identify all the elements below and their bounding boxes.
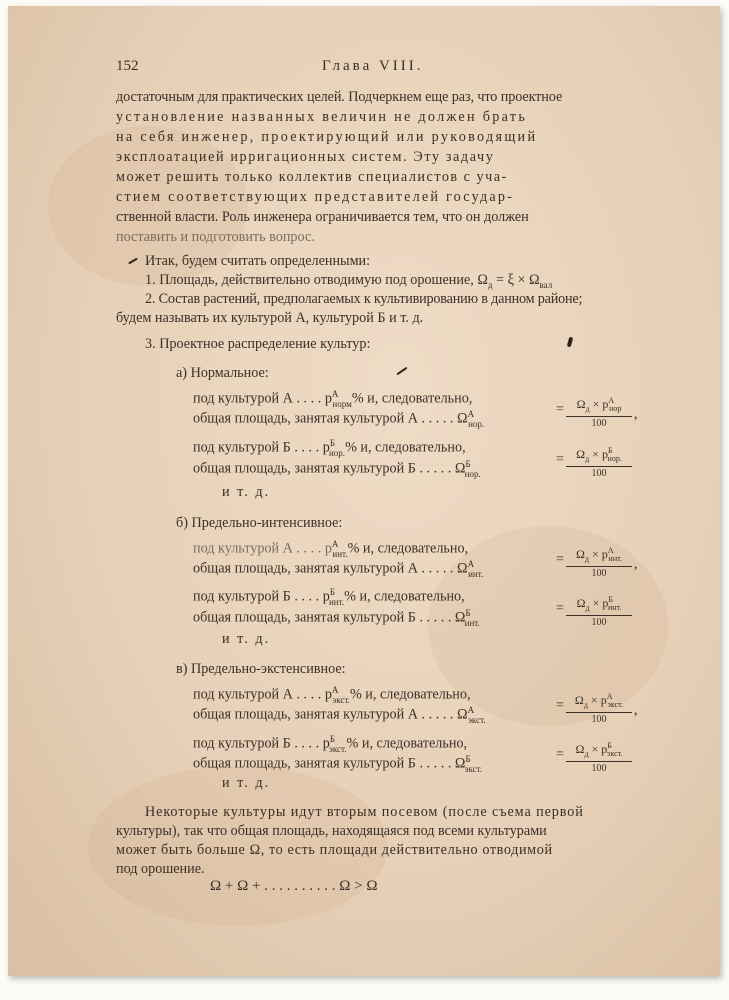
pct-text: % и, следовательно,	[345, 439, 466, 456]
comma: ,	[634, 702, 638, 718]
row-text: общая площадь, занятая культурой Б . . . . . Ω	[193, 460, 466, 477]
sub: инт.	[464, 617, 480, 628]
chapter-title: Глава VIII.	[322, 58, 424, 74]
fraction-numerator: $\Omega_д \times p^А_{экст.}$	[566, 690, 632, 713]
row-text: под культурой А . . . . p	[193, 390, 332, 407]
sub: экст.	[328, 743, 347, 754]
equals-sign: =	[556, 601, 564, 616]
pct-text: % и, следовательно,	[344, 588, 465, 605]
body-line-2: установление названных величин не должен брать	[116, 109, 528, 125]
row-text: общая площадь, занятая культурой А . . . . . Ω	[193, 706, 468, 723]
section-a-etc: и т. д.	[222, 484, 271, 500]
section-b-title: б) Предельно-интенсивное:	[176, 515, 343, 531]
section-b-etc: и т. д.	[222, 631, 271, 647]
sub: инт.	[328, 596, 345, 607]
sub: нор.	[468, 418, 485, 429]
sup: А	[331, 539, 339, 549]
fraction-denominator: 100	[591, 468, 607, 480]
fraction-numerator: $\Omega_д \times p^А_{инт.}$	[566, 544, 632, 567]
equals-sign: =	[556, 552, 564, 567]
body-line-8: поставить и подготовить вопрос.	[116, 229, 315, 245]
body-line-7: ственной власти. Роль инженера ограничивается тем, что он должен	[116, 209, 529, 225]
intro-line: Итак, будем считать определенными:	[145, 253, 371, 269]
item-1-text: 1. Площадь, действительно отводимую под орошение, Ω	[145, 272, 488, 288]
sub: инт.	[468, 568, 484, 579]
sup: Б	[465, 459, 471, 469]
pct-text: % и, следовательно,	[347, 540, 469, 557]
body-line-5: может решить только коллектив специалистов с уча-	[116, 169, 508, 185]
equals-sign: =	[556, 747, 564, 762]
item-2-line-1: 2. Состав растений, предполагаемых к культивированию в данном районе;	[145, 291, 583, 307]
fraction-denominator: 100	[591, 568, 607, 580]
closing-line-1: Некоторые культуры идут вторым посевом (после съема первой	[145, 804, 584, 820]
section-a-row-2-line-2	[193, 455, 481, 483]
sup: Б	[465, 608, 471, 618]
fraction-numerator: $\Omega_д \times p^Б_{инт.}$	[566, 593, 632, 616]
closing-line-2: культуры), так что общая площадь, находящаяся под всеми культурами	[116, 823, 547, 839]
fraction-c-2	[566, 739, 632, 776]
equals-sign: =	[556, 452, 564, 467]
section-a-row-1-line-2	[193, 405, 484, 433]
comma: ,	[634, 406, 638, 422]
row-text: под культурой Б . . . . p	[193, 735, 330, 752]
sup: А	[331, 685, 339, 695]
sup: Б	[329, 587, 335, 597]
section-c-title: в) Предельно-экстенсивное:	[176, 661, 346, 677]
body-line-1: достаточным для практических целей. Подчеркнем еще раз, что проектное	[116, 89, 563, 105]
row-text: под культурой А . . . . p	[193, 540, 332, 557]
sub: норм	[332, 398, 352, 409]
section-c-row-1-line-2	[193, 701, 486, 729]
row-text: общая площадь, занятая культурой Б . . . . . Ω	[193, 609, 466, 626]
body-line-4: эксплоатацией ирригационных систем. Эту задачу	[116, 149, 495, 165]
fraction-denominator: 100	[591, 763, 607, 775]
fraction-denominator: 100	[591, 418, 607, 430]
sub: нор.	[464, 468, 481, 479]
section-a-title: а) Нормальное:	[176, 365, 269, 381]
sub: экст.	[468, 714, 486, 725]
equals-sign: =	[556, 402, 564, 417]
section-c-etc: и т. д.	[222, 775, 271, 791]
fraction-c-1	[566, 690, 632, 727]
sub: инт.	[332, 548, 348, 559]
pct-text: % и, следовательно,	[346, 735, 468, 752]
pct-text: % и, следовательно,	[351, 390, 473, 407]
fraction-numerator: $\Omega_д \times p^Б_{экст.}$	[566, 739, 632, 762]
sub: экст.	[464, 763, 483, 774]
row-text: под культурой Б . . . . p	[193, 439, 330, 456]
sup: Б	[329, 734, 335, 744]
page-number: 152	[116, 58, 139, 74]
final-formula: Ω + Ω + . . . . . . . . . . Ω > Ω	[210, 878, 378, 894]
fraction-a-1	[566, 394, 632, 431]
equals-sign: =	[556, 698, 564, 713]
fraction-denominator: 100	[591, 617, 607, 629]
row-text: общая площадь, занятая культурой А . . . . . Ω	[193, 560, 468, 577]
sup: А	[467, 409, 475, 419]
fraction-b-2	[566, 593, 632, 630]
sup: А	[467, 705, 475, 715]
row-text: общая площадь, занятая культурой А . . . . . Ω	[193, 410, 468, 427]
sub: нор.	[328, 447, 346, 458]
item-3: 3. Проектное распределение культур:	[145, 336, 371, 352]
row-text: общая площадь, занятая культурой Б . . . . . Ω	[193, 755, 466, 772]
body-line-6: стием соответствующих представителей государ-	[116, 189, 515, 205]
sup: А	[331, 389, 339, 399]
closing-line-3: может быть больше Ω, то есть площади действительно отводимой	[116, 842, 553, 858]
sup: Б	[465, 754, 471, 764]
item-1-formula: = ξ × Ω	[496, 272, 540, 288]
item-2-line-2: будем называть их культурой А, культурой Б и т. д.	[116, 310, 424, 326]
item-1: 1. Площадь, действительно отводимую под орошение, $\Omega_д = \xi \times \Omega_{вал}$	[145, 272, 553, 290]
fraction-a-2	[566, 444, 632, 481]
fraction-numerator: $\Omega_д \times p^А_{нор}$	[566, 394, 632, 417]
body-line-3: на себя инженер, проектирующий или руководящий	[116, 129, 538, 145]
fraction-numerator: $\Omega_д \times p^Б_{нор.}$	[566, 444, 632, 467]
section-b-row-1-line-2	[193, 555, 483, 583]
closing-line-4: под орошение.	[116, 861, 205, 877]
row-text: под культурой Б . . . . p	[193, 588, 330, 605]
sup: А	[467, 559, 475, 569]
sup: Б	[329, 438, 335, 448]
fraction-b-1	[566, 544, 632, 581]
section-b-row-2-line-2	[193, 604, 480, 632]
sub: экст.	[332, 694, 350, 705]
pct-text: % и, следовательно,	[349, 686, 471, 703]
row-text: под культурой А . . . . p	[193, 686, 332, 703]
comma: ,	[634, 556, 638, 572]
fraction-denominator: 100	[591, 714, 607, 726]
